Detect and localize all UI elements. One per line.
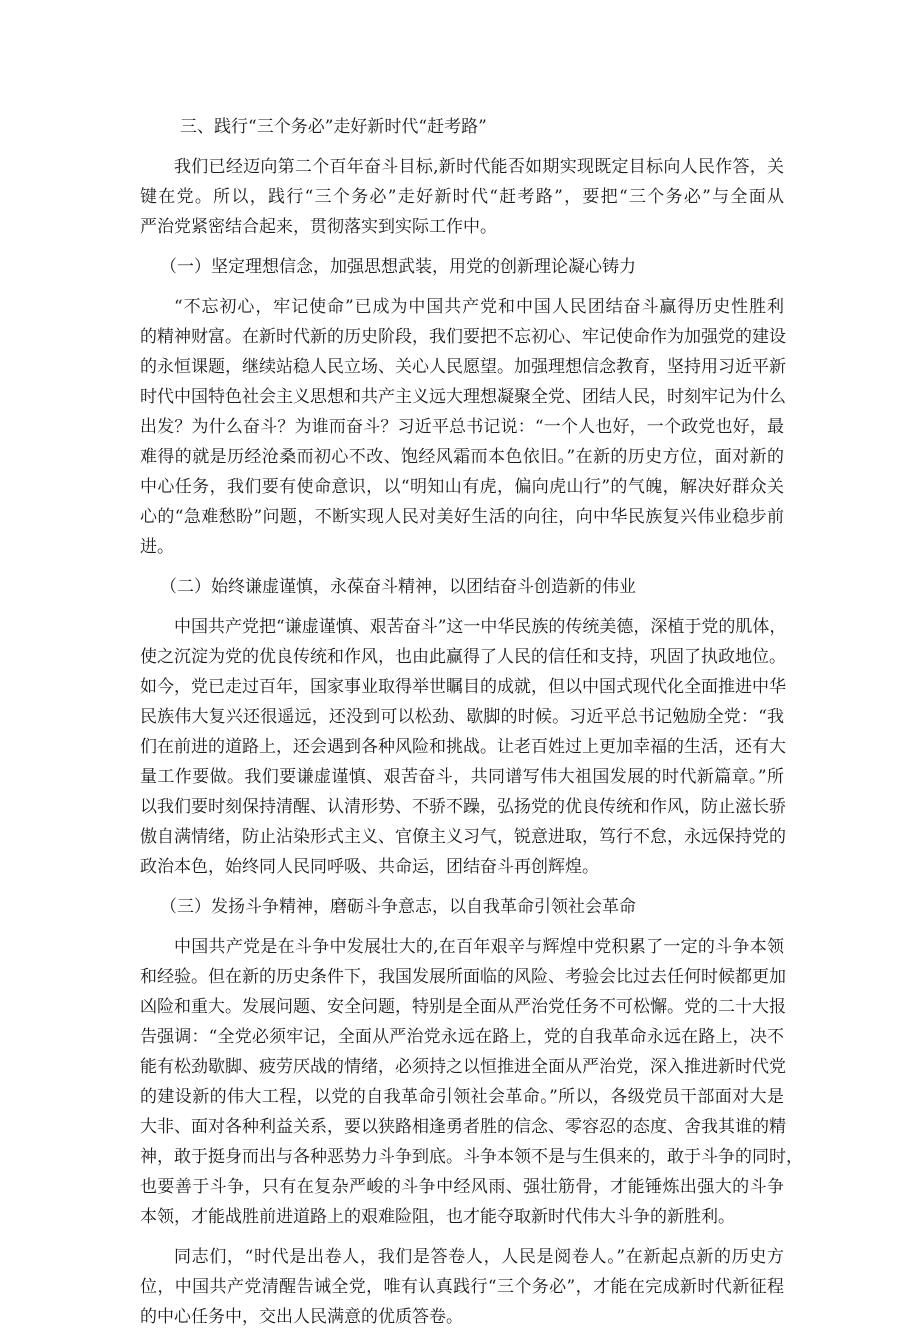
spacer (140, 242, 784, 252)
paragraph-line: 进。 (140, 537, 174, 557)
paragraph-line: 中心任务，我们要有使命意识，以“明知山有虎，偏向虎山行”的气魄，解决好群众关 (140, 477, 784, 497)
spacer (140, 1232, 784, 1242)
paragraph-line: 神，敢于挺身而出与各种恶势力斗争到底。斗争本领不是与生俱来的，敢于斗争的同时， (140, 1147, 803, 1167)
subsection-title-1: （一）坚定理想信念，加强思想武装，用党的创新理论凝心铸力 (160, 257, 636, 277)
paragraph-line: 傲自满情绪，防止沾染形式主义、官僚主义习气，锐意进取，笃行不怠，永远保持党的 (140, 827, 786, 847)
paragraph-line: 同志们，“时代是出卷人，我们是答卷人，人民是阅卷人。”在新起点新的历史方 (174, 1247, 784, 1267)
spacer (140, 922, 784, 932)
closing-paragraph (140, 1242, 784, 1332)
paragraph-line: 告强调：“全党必须牢记，全面从严治党永远在路上，党的自我革命永远在路上，决不 (140, 1027, 784, 1047)
paragraph-line: 中国共产党把“谦虚谨慎、艰苦奋斗”这一中华民族的传统美德，深植于党的肌体， (174, 617, 787, 637)
paragraph-line: 民族伟大复兴还很遥远，还没到可以松劲、歇脚的时候。习近平总书记勉励全党：“我 (140, 707, 784, 727)
spacer (140, 142, 784, 152)
paragraph-line: 我们已经迈向第二个百年奋斗目标,新时代能否如期实现既定目标向人民作答，关 (174, 157, 784, 177)
paragraph-line: 键在党。所以，践行“三个务必”走好新时代“赶考路”，要把“三个务必”与全面从 (140, 187, 784, 207)
paragraph-line: 的永恒课题，继续站稳人民立场、关心人民愿望。加强理想信念教育，坚持用习近平新 (140, 357, 786, 377)
paragraph-line: 的精神财富。在新时代新的历史阶段，我们要把不忘初心、牢记使命作为加强党的建设 (140, 327, 786, 347)
paragraph-line: 大非、面对各种利益关系，要以狭路相逢勇者胜的信念、零容忍的态度、舍我其谁的精 (140, 1117, 786, 1137)
paragraph-line: 政治本色，始终同人民同呼吸、共命运，团结奋斗再创辉煌。 (140, 857, 599, 877)
paragraph-line: 心的“急难愁盼”问题，不断实现人民对美好生活的向往，向中华民族复兴伟业稳步前 (140, 507, 784, 527)
paragraph-line: 能有松劲歇脚、疲劳厌战的情绪，必须持之以恒推进全面从严治党，深入推进新时代党 (140, 1057, 786, 1077)
section-title: 三、践行“三个务必”走好新时代“赶考路” (180, 117, 487, 137)
paragraph-line: 使之沉淀为党的优良传统和作风，也由此赢得了人民的信任和支持，巩固了执政地位。 (140, 647, 786, 667)
paragraph-line: 如今，党已走过百年，国家事业取得举世瞩目的成就，但以中国式现代化全面推进中华 (140, 677, 786, 697)
paragraph-line: 量工作要做。我们要谦虚谨慎、艰苦奋斗，共同谱写伟大祖国发展的时代新篇章。”所 (140, 767, 784, 787)
spacer (140, 562, 784, 572)
subsection-title-2: （二）始终谦虚谨慎，永葆奋斗精神，以团结奋斗创造新的伟业 (160, 577, 636, 597)
paragraph-line: “不忘初心，牢记使命”已成为中国共产党和中国人民团结奋斗赢得历史性胜利 (174, 297, 784, 317)
paragraph-line: 的中心任务中，交出人民满意的优质答卷。 (140, 1307, 463, 1327)
paragraph-line: 以我们要时刻保持清醒、认清形势、不骄不躁，弘扬党的优良传统和作风，防止滋长骄 (140, 797, 786, 817)
paragraph-line: 们在前进的道路上，还会遇到各种风险和挑战。让老百姓过上更加幸福的生活，还有大 (140, 737, 786, 757)
document-page (140, 112, 803, 1332)
paragraph-line: 凶险和重大。发展问题、安全问题，特别是全面从严治党任务不可松懈。党的二十大报 (140, 997, 786, 1017)
subsection-1-paragraph (140, 292, 784, 562)
paragraph-line: 和经验。但在新的历史条件下，我国发展所面临的风险、考验会比过去任何时候都更加 (140, 967, 786, 987)
spacer (140, 882, 784, 892)
subsection-2-paragraph (140, 612, 787, 882)
paragraph-line: 出发？为什么奋斗？为谁而奋斗？习近平总书记说：“一个人也好，一个政党也好，最 (140, 417, 784, 437)
paragraph-line: 也要善于斗争，只有在复杂严峻的斗争中经风雨、强壮筋骨，才能锤炼出强大的斗争 (140, 1177, 784, 1197)
paragraph-line: 位，中国共产党清醒告诫全党，唯有认真践行“三个务必”，才能在完成新时代新征程 (140, 1277, 784, 1297)
paragraph-line: 时代中国特色社会主义思想和共产主义远大理想凝聚全党、团结人民，时刻牢记为什么 (140, 387, 786, 407)
paragraph-line: 本领，才能战胜前进道路上的艰难险阻，也才能夺取新时代伟大斗争的新胜利。 (140, 1207, 735, 1227)
paragraph-line: 的建设新的伟大工程，以党的自我革命引领社会革命。”所以，各级党员干部面对大是 (140, 1087, 784, 1107)
subsection-title-3: （三）发扬斗争精神，磨砺斗争意志，以自我革命引领社会革命 (160, 897, 636, 917)
spacer (140, 602, 784, 612)
paragraph-line: 严治党紧密结合起来，贯彻落实到实际工作中。 (140, 217, 497, 237)
spacer (140, 282, 784, 292)
paragraph-line: 中国共产党是在斗争中发展壮大的,在百年艰辛与辉煌中党积累了一定的斗争本领 (174, 937, 784, 957)
intro-paragraph (140, 152, 784, 242)
subsection-3-paragraph (140, 932, 803, 1232)
paragraph-line: 难得的就是历经沧桑而初心不改、饱经风霜而本色依旧。”在新的历史方位，面对新的 (140, 447, 784, 467)
